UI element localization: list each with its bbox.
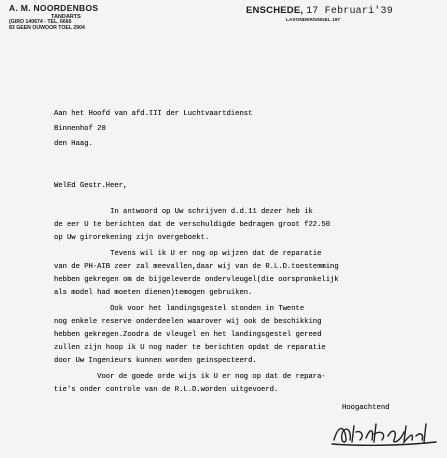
handwritten-signature — [330, 418, 440, 448]
recipient-line: Aan het Hoofd van afd.III der Luchtvaartdienst — [54, 110, 253, 118]
letterhead — [9, 4, 139, 32]
body-line: Ook voor het landingsgestel stonden in Twente — [54, 305, 305, 313]
body-line: In antwoord op Uw schrijven d.d.11 dezer heb ik — [54, 208, 313, 216]
body-line: tie's onder controle van de R.L.D.worden uitgevoerd. — [54, 386, 279, 394]
body-line: Voor de goede orde wijs ik U er nog op dat de repara- — [54, 373, 326, 381]
body-line: hebben gekregen om de bijgeleverde ondervleugel(die oorspronkelijk — [54, 276, 339, 284]
body-line: hebben gekregen.Zoodra de vleugel en het landingsgestel gereed — [54, 331, 322, 339]
body-line: zullen zijn hoop ik U nog nader te berichten opdat de reparatie — [54, 344, 326, 352]
sender-street-address: LASONDERSINGEL 197 — [286, 18, 341, 23]
body-line: op Uw girorekening zijn overgeboekt. — [54, 234, 210, 242]
body-line: als model had moeten dienen)temogen gebruiken. — [54, 289, 253, 297]
salutation: WelEd Gestr.Heer, — [54, 182, 128, 190]
place-date — [246, 5, 393, 17]
letterhead-phone: (GIRO 140674 - TEL. 6666 — [9, 19, 72, 26]
closing: Hoogachtend — [342, 404, 390, 412]
recipient-line: Binnenhof 20 — [54, 125, 106, 133]
city: ENSCHEDE, — [246, 5, 304, 16]
letterhead-address: 83 GEEN OUWOOR TOEL 2904 — [9, 25, 85, 32]
letterhead-profession: TANDARTS — [51, 13, 81, 20]
place-date-block — [246, 5, 393, 23]
body-line: de eer U te berichten dat de verschuldigde bedragen groot f22.50 — [54, 221, 331, 229]
body-line: van de PH-AIB zeer zal meevallen,daar wij van de R.L.D.toestemming — [54, 263, 339, 271]
recipient-line: den Haag. — [54, 140, 93, 148]
body-line: door Uw Ingenieurs kunnen worden geinspecteerd. — [54, 357, 257, 365]
date: 17 Februari'39 — [306, 6, 393, 17]
body-line: Tevens wil ik U er nog op wijzen dat de reparatie — [54, 250, 322, 258]
body-line: nog enkele reserve onderdeelen waarover wij ook de beschikking — [54, 318, 322, 326]
letterhead-name: A. M. NOORDENBOS — [9, 3, 99, 13]
